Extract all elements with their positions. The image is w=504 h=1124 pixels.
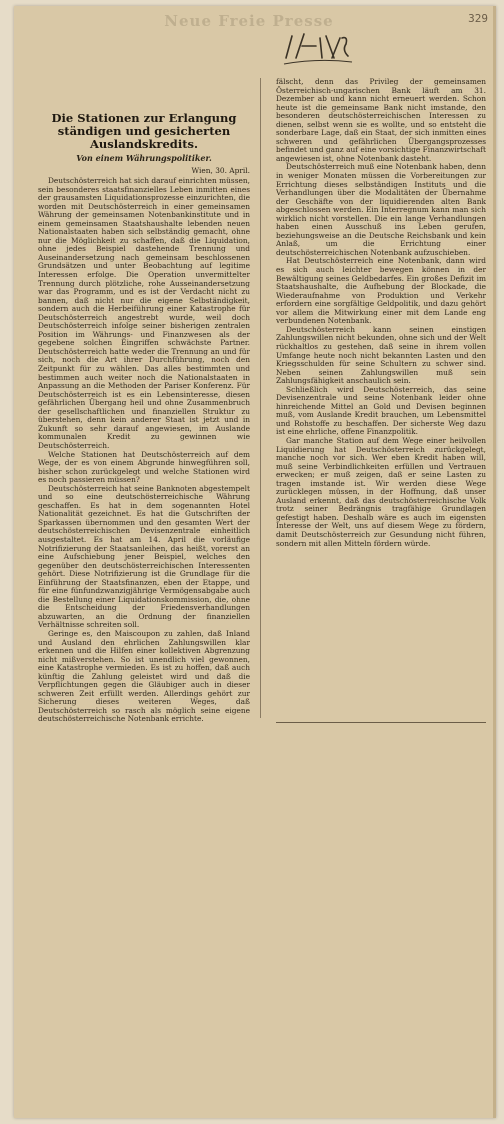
masthead: Neue Freie Presse [164, 12, 334, 30]
paragraph: fälscht, denn das Privileg der gemeinsamen Österreichisch-ungarischen Bank läuft am 31. Dezember ab und kann nicht erneuert werden. Schon heute ist die gemeinsame Bank nicht imstande, den besonderen deutschösterreichischen Interessen zu dienen, selbst wenn sie es wollte, und so entsteht die sonderbare Lage, daß ein Staat, der sich inmitten eines schweren und gefährlichen Übergangsprozesses befindet und ganz auf eine vorsichtige Finanzwirtschaft angewiesen ist, ohne Notenbank dasteht. [276, 78, 486, 163]
right-column [276, 78, 486, 1108]
handwritten-date-signature [282, 28, 354, 68]
clipping-edge [493, 6, 496, 1118]
page-number: 329 [468, 12, 488, 25]
paragraph: Hat Deutschösterreich eine Notenbank, dann wird es sich auch leichter bewegen können in der Bewältigung seines Geldbedarfes. Ein großes Defizit im Staatshaushalte, die Aufhebung der Blockade, die Wiederaufnahme von Produktion und Verkehr erfordern eine sorgfältige Geldpolitik, und dazu gehört vor allem die Mitwirkung einer mit dem Lande eng verbundenen Notenbank. [276, 256, 486, 326]
paragraph: Schließlich wird Deutschösterreich, das seine Devisenzentrale und seine Notenbank leider ohne hinreichende Mittel an Gold und Devisen beginnen muß, vom Auslande Kredit brauchen, um Lebensmittel und Rohstoffe zu beschaffen. Der sicherste Weg dazu ist eine ehrliche, offene Finanzpolitik. [276, 384, 486, 437]
end-rule [276, 722, 486, 723]
paragraph: Geringe es, den Maiscoupon zu zahlen, daß Inland und Ausland den ehrlichen Zahlungswillen klar erkennen und die Hilfen einer kollektiven Abgrenzung nicht mißverstehen. So ist unendlich viel gewonnen, eine Katastrophe vermieden. Es ist zu hoffen, daß auch künftig die Zahlung geleistet wird und daß die Verpflichtungen gegen die Gläubiger auch in dieser schweren Zeit erfüllt werden. Allerdings gehört zur Sicherung dieses weiteren Weges, daß Deutschösterreich so rasch als möglich seine eigene deutschösterreichische Notenbank errichte. [38, 628, 250, 724]
column-divider [260, 78, 261, 718]
paragraph: Deutschösterreich muß eine Notenbank haben, denn in weniger Monaten müssen die Vorbereitungen zur Errichtung dieses selbständigen Instituts und die Verhandlungen über die Modalitäten der Übernahme der Geschäfte von der liquidierenden alten Bank abgeschlossen werden. Ein Interregnum kann man sich wirklich nicht vorstellen. Die ein lange Verhandlungen haben einen Ausschuß ins Leben gerufen, beziehungsweise an die Deutsche Reichsbank und kein Anlaß, um die Errichtung einer deutschösterreichischen Notenbank aufzuschieben. [276, 162, 486, 257]
paragraph: Deutschösterreich hat seine Banknoten abgestempelt und so eine deutschösterreichische Währung geschaffen. Es hat in dem sogenannten Hotel Nationalität gezeichnet. Es hat die Gutschriften der Sparkassen übernommen und den gesamten Wert der deutschösterreichischen Devisenzentrale einheitlich ausgestaltet. Es hat am 14. April die vorläufige Notrifizierung der Staatsanleihen, das heißt, vorerst an eine Aufschiebung jener Beispiel, welches den gegenüber den deutschösterreichischen Interessenten gehört. Diese Notrifizierung ist die Grundlage für die Einführung der Staatsfinanzen, eben der Etappe, und für eine fünfundzwanzigjährige Vermögensabgabe auch die Bestellung einer Liquidationskommission, die, ohne die Entscheidung der Friedensverhandlungen abzuwarten, an die Ordnung der finanziellen Verhältnisse schreiten soll. [38, 483, 250, 630]
paragraph: Deutschösterreich hat sich darauf einrichten müssen, sein besonderes staatsfinanzielles Leben inmitten eines der grausamsten Liquidationsprozesse einzurichten, die worden mit Deutschösterreich in einer gemeinsamen Währung der gemeinsamen Notenbankinstitute und in einem gemeinsamen Staatshaushalte lebenden neuen Nationalstaaten haben sich selbständig gemacht, ohne nur die Möglichkeit zu schaffen, daß die Liquidation, ohne jedes Beispiel dastehende Trennung und Auseinandersetzung nach gemeinsam beschlossenen Grundsätzen und unter Beobachtung auf legitime Interessen erfolge. Die Operation unvermittelter Trennung durch plötzliche, rohe Ausseinandersetzung war das Programm, und es ist der Verdacht nicht zu bannen, daß nicht nur die eigene Selbständigkeit, sondern auch die Herbeiführung einer Katastrophe für Deutschösterreich angestrebt wurde, weil doch Deutschösterreich infolge seiner bisherigen zentralen Position im Währungs- und Finanzwesen als der gegebene solchen Eingriffen schwächste Partner. Deutschösterreich hatte weder die Trennung an und für sich, noch die Art ihrer Durchführung, noch den Zeitpunkt für zu wählen. Das alles bestimmten und bestimmen auch weiter noch die Nationalstaaten in Anpassung an die Methoden der Pariser Konferenz. Für Deutschösterreich ist es ein Lebensinteresse, diesen gefährlichen Übergang heil und ohne Zusammenbruch der gesellschaftlichen und finanziellen Struktur zu überstehen, denn kein anderer Staat ist jetzt und in Zukunft so sehr darauf angewiesen, im Auslande kommunalen Kredit zu gewinnen wie Deutschösterreich. [38, 176, 250, 450]
paragraph: Deutschösterreich kann seinen einstigen Zahlungswillen nicht bekunden, ohne sich und der Welt rückhaltlos zu gestehen, daß seine in ihrem vollen Umfange heute noch nicht bekannten Lasten und den Kriegsschulden für seine Schultern zu schwer sind. Neben seinen Zahlungswillen muß sein Zahlungsfähigkeit anschaulich sein. [276, 324, 486, 386]
paragraph: Gar manche Station auf dem Wege einer heilvollen Liquidierung hat Deutschösterreich zurückgelegt, manche noch vor sich. Wer eben Kredit haben will, muß seine Verbindlichkeiten erfüllen und Vertrauen erwecken; er muß zeigen, daß er seine Lasten zu tragen imstande ist. Wir werden diese Wege zurücklegen müssen, in der Hoffnung, daß unser Ausland erkennt, daß das deutschösterreichische Volk trotz seiner Bedrängnis tragfähige Grundlagen gefestigt haben. Deshalb wäre es auch im eigensten Interesse der Welt, uns auf diesem Wege zu fördern, damit Deutschösterreich zur Gesundung nicht führen, sondern mit allen Mitteln fördern würde. [276, 435, 486, 548]
article-title: Die Stationen zur Erlangung ständigen und gesicherten Auslandskredits. [51, 111, 237, 151]
article-dateline: Wien, 30. April. [191, 166, 250, 175]
article-byline: Von einem Währungspolitiker. [76, 153, 212, 163]
paragraph: Welche Stationen hat Deutschösterreich auf dem Wege, der es von einem Abgrunde hinwegführen soll, bisher schon zurückgelegt und welche Stationen wird es noch passieren müssen? [38, 449, 250, 485]
newspaper-clipping [14, 6, 496, 1118]
left-column [38, 76, 250, 1106]
